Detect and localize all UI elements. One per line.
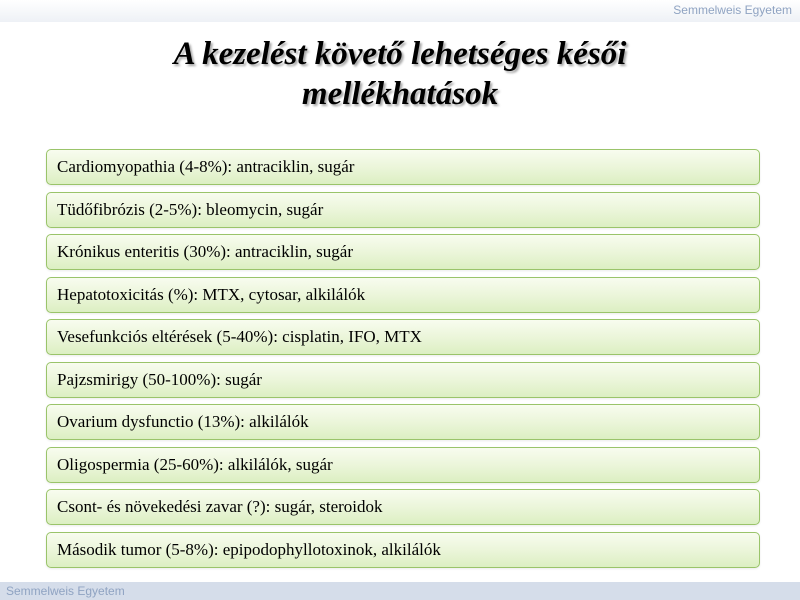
list-item	[46, 532, 760, 568]
header-bar	[0, 0, 800, 22]
list-item	[46, 447, 760, 483]
list-item-text: Tüdőfibrózis (2-5%): bleomycin, sugár	[57, 199, 324, 219]
list-item	[46, 362, 760, 398]
list-item	[46, 319, 760, 355]
list-item-text: Oligospermia (25-60%): alkilálók, sugár	[57, 454, 333, 474]
list-item-text: Csont- és növekedési zavar (?): sugár, steroidok	[57, 497, 383, 516]
list-item	[46, 234, 760, 270]
list-item	[46, 489, 760, 525]
list-item	[46, 192, 760, 228]
footer-bar	[0, 582, 800, 600]
header-brand-text: Semmelweis Egyetem	[673, 3, 792, 17]
list-item-text: Második tumor (5-8%): epipodophyllotoxinok, alkilálók	[57, 539, 441, 559]
list-item	[46, 404, 760, 440]
list-item-text: Ovarium dysfunctio (13%): alkilálók	[57, 412, 309, 431]
footer-brand-text: Semmelweis Egyetem	[6, 584, 125, 598]
side-effects-list	[46, 149, 760, 574]
list-item-text: Vesefunkciós eltérések (5-40%): cisplatin, IFO, MTX	[57, 327, 422, 346]
list-item-text: Hepatotoxicitás (%): MTX, cytosar, alkilálók	[57, 284, 366, 304]
list-item	[46, 149, 760, 185]
list-item-text: Cardiomyopathia (4-8%): antraciklin, sugár	[57, 157, 355, 176]
slide-title-line-2: mellékhatások	[301, 76, 499, 112]
slide-title	[0, 34, 800, 114]
slide-title-line-1: A kezelést követő lehetséges késői	[173, 36, 627, 72]
list-item-text: Krónikus enteritis (30%): antraciklin, sugár	[57, 242, 354, 261]
list-item-text: Pajzsmirigy (50-100%): sugár	[57, 369, 262, 389]
list-item	[46, 277, 760, 313]
